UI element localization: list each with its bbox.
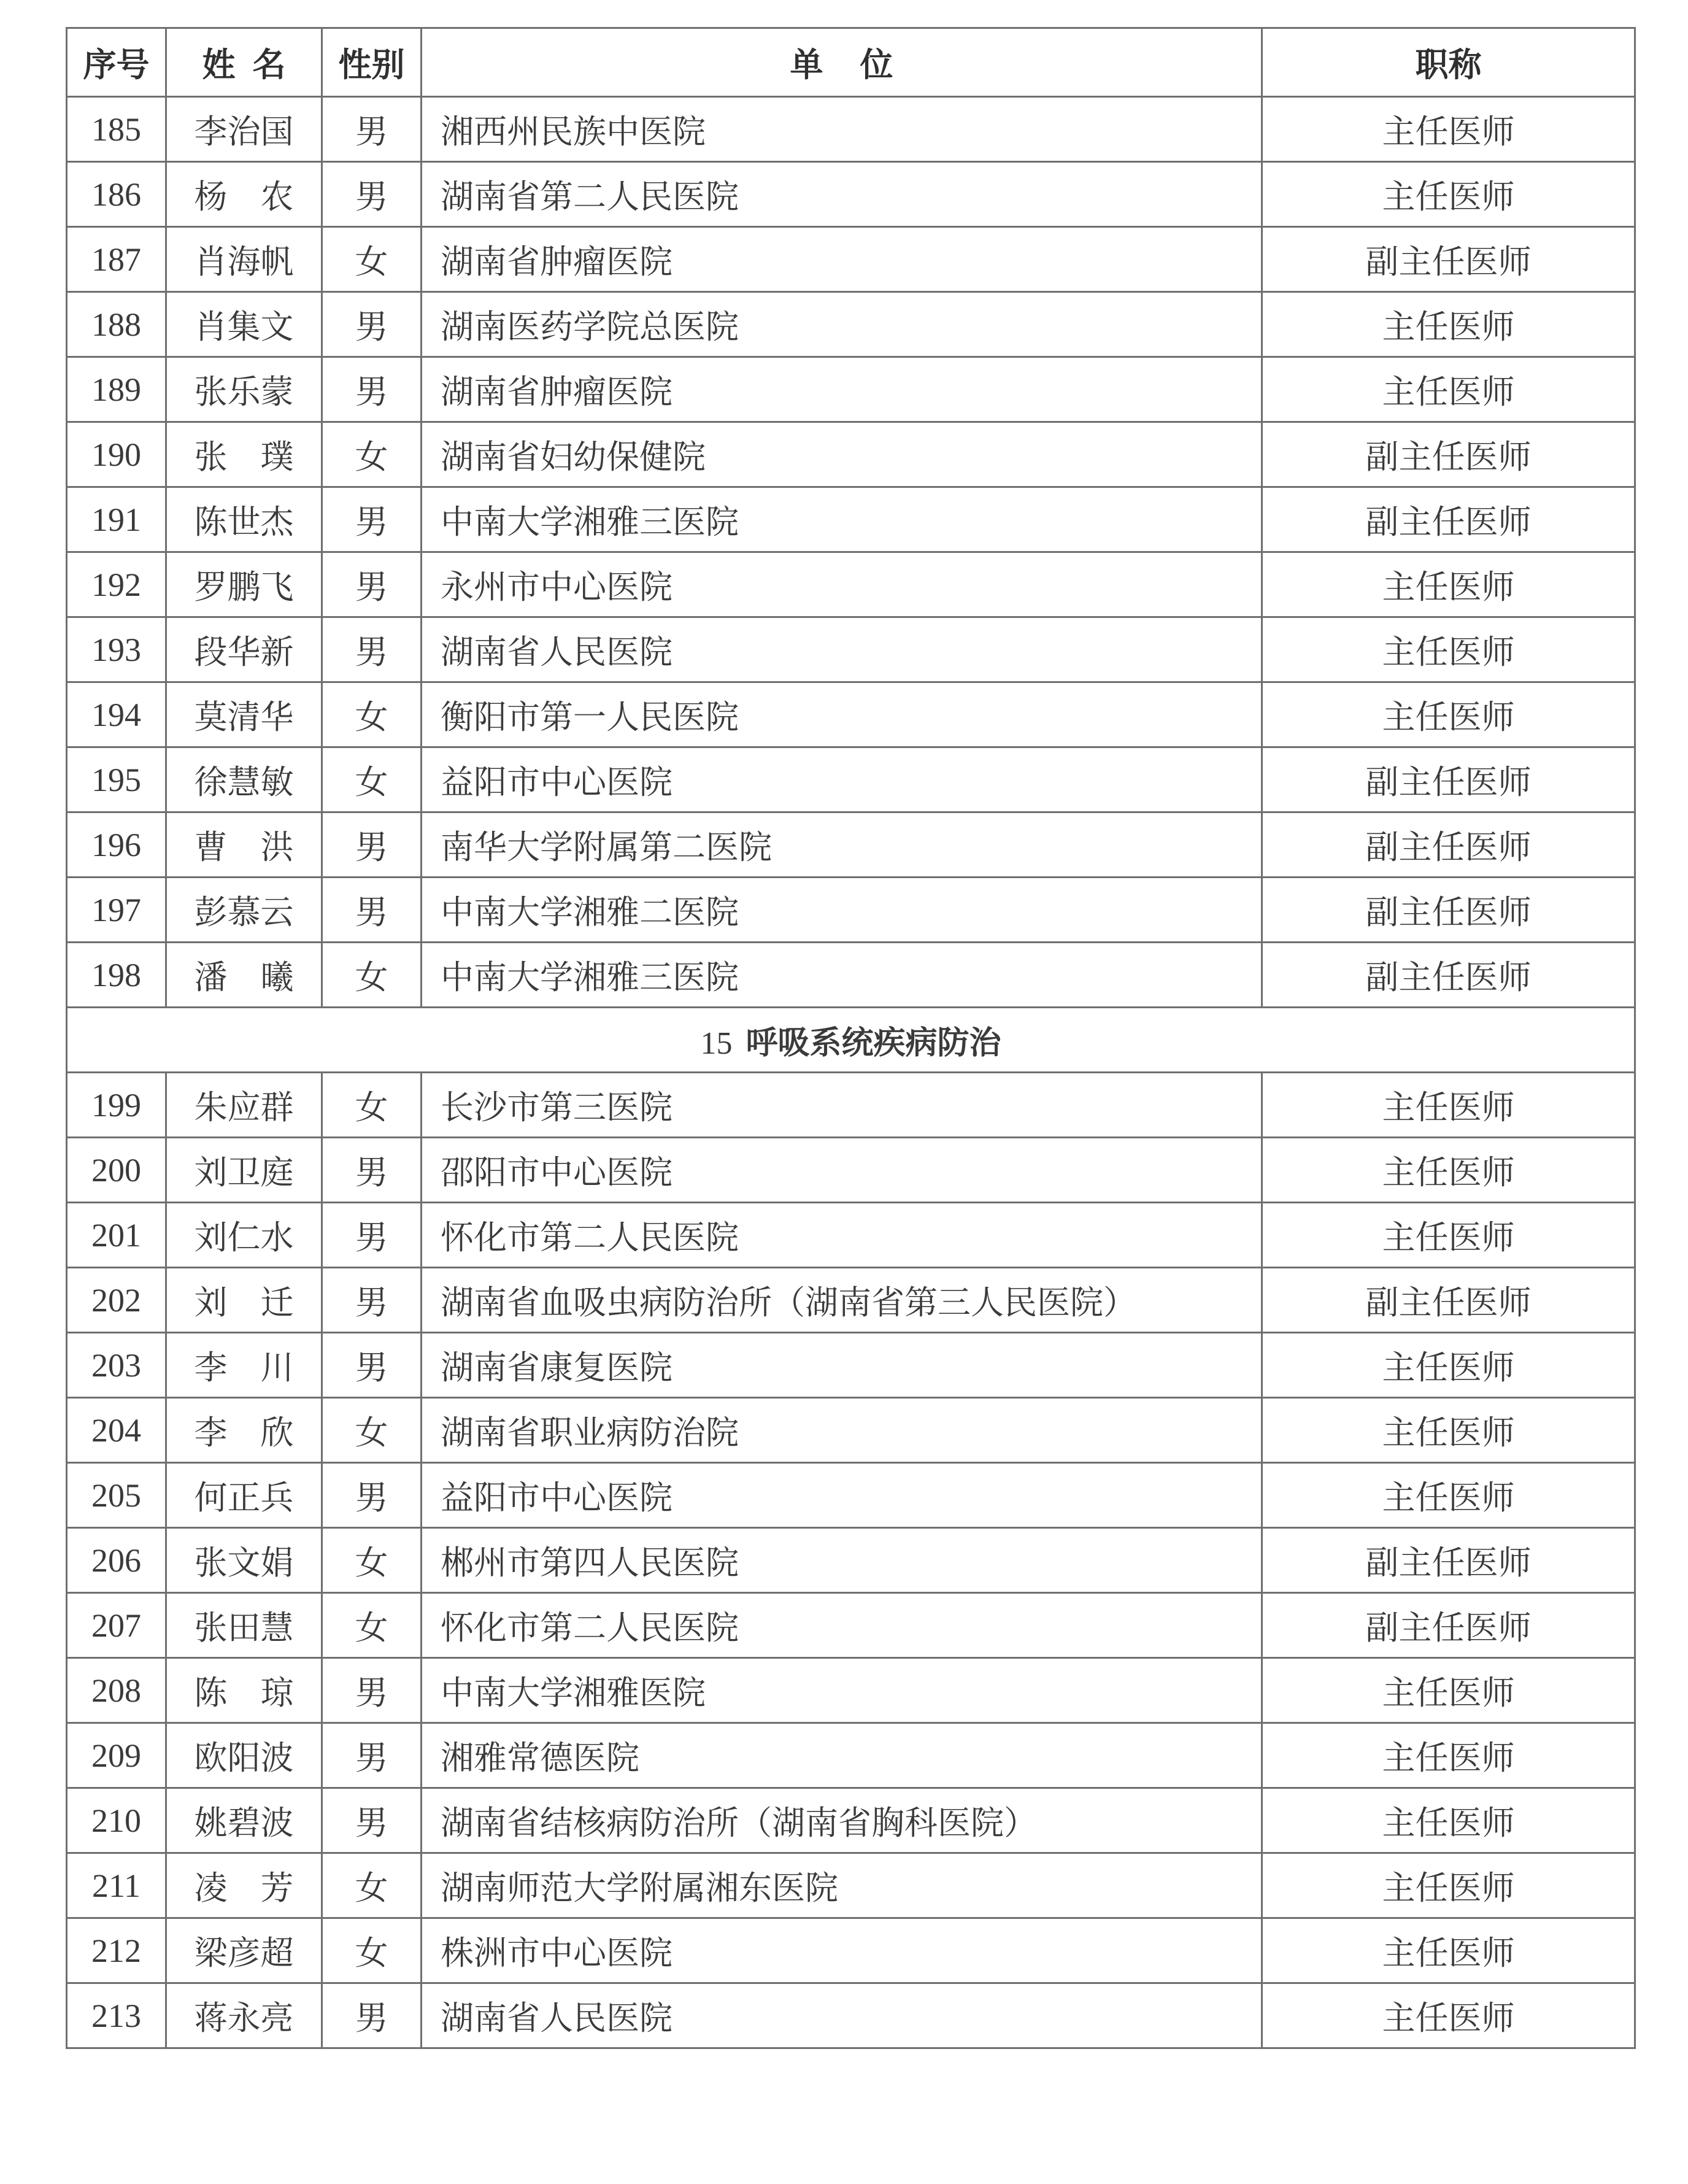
row-title: 主任医师 [1262, 97, 1635, 162]
row-gender: 女 [322, 747, 422, 812]
row-title: 主任医师 [1262, 1463, 1635, 1528]
row-number: 189 [67, 357, 166, 422]
row-name: 潘 曦 [166, 943, 322, 1008]
row-title: 主任医师 [1262, 1788, 1635, 1853]
row-name: 朱应群 [166, 1073, 322, 1138]
row-number: 192 [67, 552, 166, 617]
row-name: 陈世杰 [166, 487, 322, 552]
row-gender: 男 [322, 552, 422, 617]
row-name: 梁彦超 [166, 1918, 322, 1983]
row-unit: 郴州市第四人民医院 [422, 1528, 1262, 1593]
row-title: 副主任医师 [1262, 812, 1635, 878]
row-name: 李 川 [166, 1333, 322, 1398]
row-name: 刘卫庭 [166, 1138, 322, 1203]
header-gender: 性别 [322, 28, 422, 97]
table-row [67, 1723, 1635, 1788]
row-name: 陈 琼 [166, 1658, 322, 1723]
row-name: 段华新 [166, 617, 322, 682]
row-number: 186 [67, 162, 166, 227]
row-title: 主任医师 [1262, 292, 1635, 357]
row-gender: 女 [322, 1398, 422, 1463]
table-row [67, 357, 1635, 422]
row-number: 199 [67, 1073, 166, 1138]
row-unit: 益阳市中心医院 [422, 1463, 1262, 1528]
row-title: 主任医师 [1262, 357, 1635, 422]
row-title: 副主任医师 [1262, 878, 1635, 943]
table-row [67, 162, 1635, 227]
row-number: 200 [67, 1138, 166, 1203]
row-unit: 湖南省血吸虫病防治所（湖南省第三人民医院） [422, 1268, 1262, 1333]
row-unit: 湘雅常德医院 [422, 1723, 1262, 1788]
row-unit: 中南大学湘雅医院 [422, 1658, 1262, 1723]
row-title: 主任医师 [1262, 1138, 1635, 1203]
row-number: 188 [67, 292, 166, 357]
header-title: 职称 [1262, 28, 1635, 97]
row-title: 主任医师 [1262, 1203, 1635, 1268]
row-unit: 湖南省职业病防治院 [422, 1398, 1262, 1463]
row-unit: 湖南省康复医院 [422, 1333, 1262, 1398]
row-unit: 湖南省肿瘤医院 [422, 357, 1262, 422]
row-unit: 怀化市第二人民医院 [422, 1203, 1262, 1268]
row-number: 212 [67, 1918, 166, 1983]
row-title: 主任医师 [1262, 682, 1635, 747]
row-number: 193 [67, 617, 166, 682]
row-number: 196 [67, 812, 166, 878]
row-name: 刘仁水 [166, 1203, 322, 1268]
row-unit: 湖南省第二人民医院 [422, 162, 1262, 227]
row-number: 194 [67, 682, 166, 747]
row-name: 张文娟 [166, 1528, 322, 1593]
row-number: 195 [67, 747, 166, 812]
row-title: 副主任医师 [1262, 487, 1635, 552]
row-title: 主任医师 [1262, 1723, 1635, 1788]
row-number: 187 [67, 227, 166, 292]
row-unit: 湖南师范大学附属湘东医院 [422, 1853, 1262, 1918]
table-row [67, 747, 1635, 812]
row-name: 刘 迁 [166, 1268, 322, 1333]
row-name: 欧阳波 [166, 1723, 322, 1788]
row-gender: 男 [322, 357, 422, 422]
row-title: 副主任医师 [1262, 422, 1635, 487]
row-unit: 中南大学湘雅三医院 [422, 487, 1262, 552]
personnel-table-sheet [66, 27, 1634, 2049]
row-name: 张乐蒙 [166, 357, 322, 422]
table-row [67, 97, 1635, 162]
row-name: 曹 洪 [166, 812, 322, 878]
row-name: 凌 芳 [166, 1853, 322, 1918]
row-gender: 男 [322, 1138, 422, 1203]
row-unit: 永州市中心医院 [422, 552, 1262, 617]
row-unit: 中南大学湘雅二医院 [422, 878, 1262, 943]
row-gender: 女 [322, 1853, 422, 1918]
row-gender: 女 [322, 943, 422, 1008]
table-row [67, 1983, 1635, 2048]
row-gender: 女 [322, 1528, 422, 1593]
row-name: 徐慧敏 [166, 747, 322, 812]
table-row [67, 1333, 1635, 1398]
table-row [67, 292, 1635, 357]
section-heading-row [67, 1008, 1635, 1073]
row-name: 罗鹏飞 [166, 552, 322, 617]
section-row-group [67, 1008, 1635, 1073]
row-title: 主任医师 [1262, 1853, 1635, 1918]
row-name: 张 璞 [166, 422, 322, 487]
row-gender: 男 [322, 617, 422, 682]
row-number: 207 [67, 1593, 166, 1658]
table-row [67, 422, 1635, 487]
row-number: 206 [67, 1528, 166, 1593]
row-unit: 邵阳市中心医院 [422, 1138, 1262, 1203]
header-name: 姓名 [166, 28, 322, 97]
table-body-after-section [67, 1073, 1635, 2048]
row-unit: 湖南省妇幼保健院 [422, 422, 1262, 487]
row-name: 莫清华 [166, 682, 322, 747]
header-unit: 单位 [422, 28, 1262, 97]
row-gender: 男 [322, 1268, 422, 1333]
row-number: 185 [67, 97, 166, 162]
row-gender: 男 [322, 1203, 422, 1268]
row-number: 208 [67, 1658, 166, 1723]
row-number: 210 [67, 1788, 166, 1853]
row-gender: 女 [322, 682, 422, 747]
row-gender: 男 [322, 812, 422, 878]
row-unit: 湖南省肿瘤医院 [422, 227, 1262, 292]
row-gender: 男 [322, 1333, 422, 1398]
row-unit: 长沙市第三医院 [422, 1073, 1262, 1138]
row-name: 蒋永亮 [166, 1983, 322, 2048]
row-number: 209 [67, 1723, 166, 1788]
row-gender: 男 [322, 162, 422, 227]
table-row [67, 1203, 1635, 1268]
row-gender: 女 [322, 1593, 422, 1658]
table-row [67, 552, 1635, 617]
row-number: 190 [67, 422, 166, 487]
row-gender: 男 [322, 1723, 422, 1788]
table-row [67, 812, 1635, 878]
row-unit: 湖南省人民医院 [422, 617, 1262, 682]
table-body-before-section [67, 97, 1635, 1008]
table-row [67, 1788, 1635, 1853]
row-unit: 南华大学附属第二医院 [422, 812, 1262, 878]
row-title: 主任医师 [1262, 1983, 1635, 2048]
row-gender: 男 [322, 97, 422, 162]
row-name: 杨 农 [166, 162, 322, 227]
table-row [67, 878, 1635, 943]
row-title: 副主任医师 [1262, 1528, 1635, 1593]
row-unit: 益阳市中心医院 [422, 747, 1262, 812]
row-title: 主任医师 [1262, 552, 1635, 617]
row-gender: 女 [322, 1918, 422, 1983]
table-row [67, 1463, 1635, 1528]
row-title: 主任医师 [1262, 1918, 1635, 1983]
table-row [67, 1268, 1635, 1333]
table-row [67, 1528, 1635, 1593]
row-name: 姚碧波 [166, 1788, 322, 1853]
table-row [67, 487, 1635, 552]
row-title: 主任医师 [1262, 1658, 1635, 1723]
row-gender: 男 [322, 1463, 422, 1528]
row-title: 副主任医师 [1262, 747, 1635, 812]
row-gender: 男 [322, 1983, 422, 2048]
row-unit: 中南大学湘雅三医院 [422, 943, 1262, 1008]
table-header-row [67, 28, 1635, 97]
table-row [67, 617, 1635, 682]
table-row [67, 1398, 1635, 1463]
row-unit: 湖南省结核病防治所（湖南省胸科医院） [422, 1788, 1262, 1853]
row-number: 205 [67, 1463, 166, 1528]
row-gender: 女 [322, 422, 422, 487]
table-row [67, 943, 1635, 1008]
row-unit: 株洲市中心医院 [422, 1918, 1262, 1983]
row-title: 主任医师 [1262, 1333, 1635, 1398]
row-unit: 湖南医药学院总医院 [422, 292, 1262, 357]
row-title: 副主任医师 [1262, 1268, 1635, 1333]
row-title: 主任医师 [1262, 617, 1635, 682]
row-number: 202 [67, 1268, 166, 1333]
row-number: 191 [67, 487, 166, 552]
table-row [67, 1138, 1635, 1203]
row-unit: 衡阳市第一人民医院 [422, 682, 1262, 747]
row-title: 主任医师 [1262, 162, 1635, 227]
row-number: 198 [67, 943, 166, 1008]
section-number: 15 [700, 1026, 733, 1061]
section-label: 呼吸系统疾病防治 [746, 1025, 1001, 1062]
row-title: 主任医师 [1262, 1073, 1635, 1138]
table-row [67, 1593, 1635, 1658]
row-title: 主任医师 [1262, 1398, 1635, 1463]
row-gender: 女 [322, 227, 422, 292]
row-name: 李治国 [166, 97, 322, 162]
row-gender: 男 [322, 1788, 422, 1853]
row-name: 张田慧 [166, 1593, 322, 1658]
row-name: 彭慕云 [166, 878, 322, 943]
row-title: 副主任医师 [1262, 1593, 1635, 1658]
row-gender: 男 [322, 878, 422, 943]
row-number: 201 [67, 1203, 166, 1268]
row-unit: 湖南省人民医院 [422, 1983, 1262, 2048]
table-row [67, 1658, 1635, 1723]
row-unit: 怀化市第二人民医院 [422, 1593, 1262, 1658]
row-name: 肖集文 [166, 292, 322, 357]
row-gender: 男 [322, 292, 422, 357]
table-row [67, 1853, 1635, 1918]
row-number: 213 [67, 1983, 166, 2048]
row-title: 副主任医师 [1262, 943, 1635, 1008]
personnel-table [66, 27, 1636, 2049]
row-gender: 男 [322, 487, 422, 552]
row-gender: 女 [322, 1073, 422, 1138]
row-name: 肖海帆 [166, 227, 322, 292]
table-row [67, 1073, 1635, 1138]
row-title: 副主任医师 [1262, 227, 1635, 292]
row-number: 204 [67, 1398, 166, 1463]
row-gender: 男 [322, 1658, 422, 1723]
row-number: 211 [67, 1853, 166, 1918]
row-number: 197 [67, 878, 166, 943]
row-name: 李 欣 [166, 1398, 322, 1463]
row-number: 203 [67, 1333, 166, 1398]
section-heading [67, 1008, 1635, 1073]
table-row [67, 682, 1635, 747]
table-row [67, 1918, 1635, 1983]
table-row [67, 227, 1635, 292]
header-no: 序号 [67, 28, 166, 97]
row-name: 何正兵 [166, 1463, 322, 1528]
row-unit: 湘西州民族中医院 [422, 97, 1262, 162]
